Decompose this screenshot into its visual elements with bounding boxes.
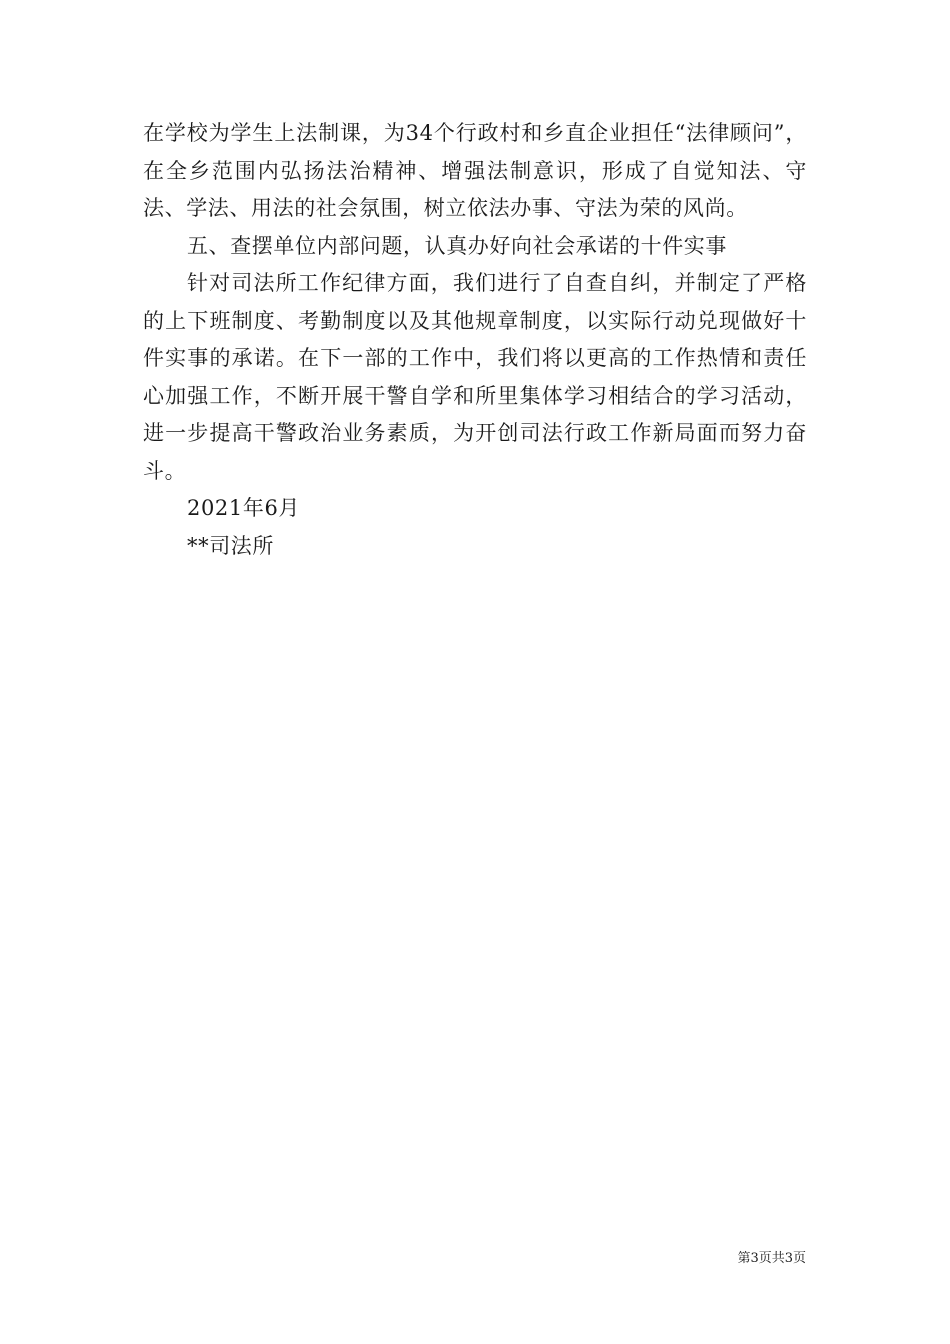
document-body (143, 115, 807, 565)
paragraph-work-discipline: 针对司法所工作纪律方面，我们进行了自查自纠，并制定了严格的上下班制度、考勤制度以及其他规章制度，以实际行动兑现做好十件实事的承诺。在下一部的工作中，我们将以更高的工作热情和责任心加强工作，不断开展干警自学和所里集体学习相结合的学习活动，进一步提高干警政治业务素质，为开创司法行政工作新局面而努力奋斗。 (143, 271, 807, 483)
document-date: 2021年6月 (187, 496, 301, 520)
page-number-footer: 第3页共3页 (737, 1251, 806, 1266)
paragraph-legal-education: 在学校为学生上法制课，为34个行政村和乡直企业担任“法律顾问”，在全乡范围内弘扬法治精神、增强法制意识，形成了自觉知法、守法、学法、用法的社会氛围，树立依法办事、守法为荣的风尚。 (143, 121, 807, 220)
section-heading-five: 五、查摆单位内部问题，认真办好向社会承诺的十件实事 (187, 233, 727, 258)
document-signature: **司法所 (187, 533, 274, 558)
